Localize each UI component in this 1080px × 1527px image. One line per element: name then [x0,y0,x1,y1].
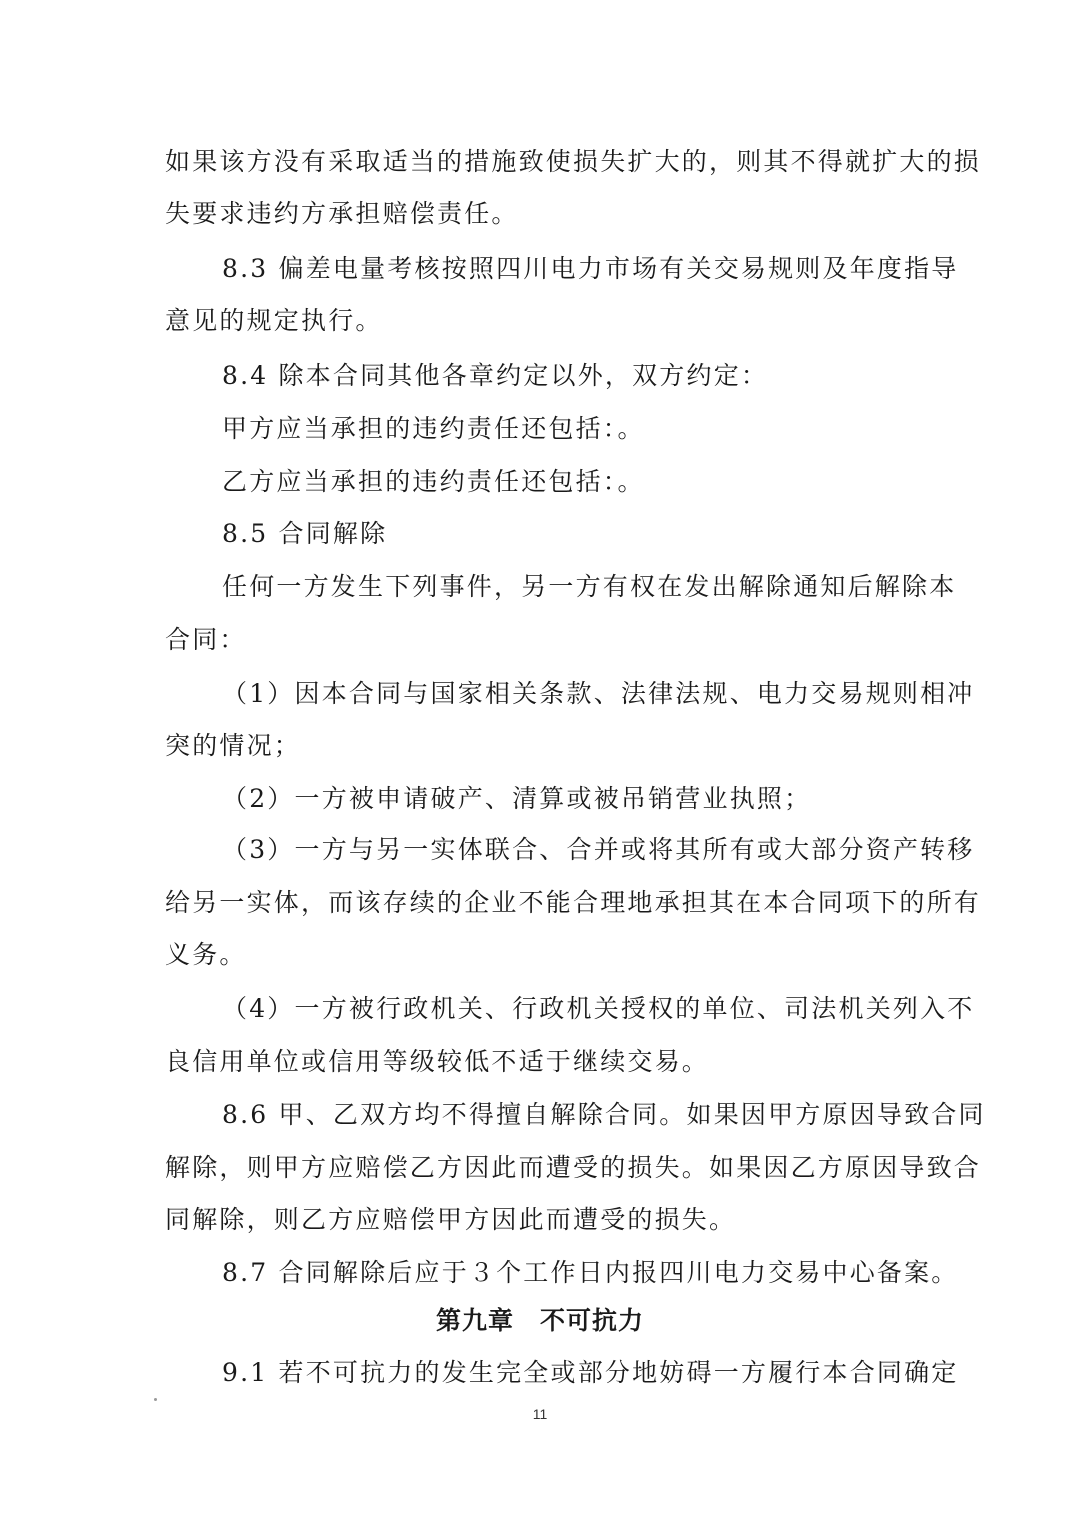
paragraph-line: 失要求违约方承担赔偿责任。 [165,199,519,228]
chapter-heading: 第九章 不可抗力 [435,1306,644,1335]
paragraph-line: 9.1 若不可抗力的发生完全或部分地妨碍一方履行本合同确定 [222,1358,959,1387]
scan-speck [154,1398,157,1401]
paragraph-line: （3）一方与另一实体联合、合并或将其所有或大部分资产转移 [222,835,975,864]
paragraph-line: 解除，则甲方应赔偿乙方因此而遭受的损失。如果因乙方原因导致合 [165,1153,982,1182]
paragraph-line: 同解除，则乙方应赔偿甲方因此而遭受的损失。 [165,1205,737,1234]
paragraph-line: 意见的规定执行。 [165,306,383,335]
paragraph-line: （2）一方被申请破产、清算或被吊销营业执照； [222,784,812,813]
paragraph-line: 8.4 除本合同其他各章约定以外，双方约定： [222,361,769,390]
paragraph-line: 甲方应当承担的违约责任还包括：。 [222,414,645,443]
paragraph-line: 合同： [165,625,247,654]
paragraph-line: 8.5 合同解除 [222,519,388,548]
paragraph-line: （1）因本合同与国家相关条款、法律法规、电力交易规则相冲 [222,679,975,708]
paragraph-line: （4）一方被行政机关、行政机关授权的单位、司法机关列入不 [222,994,975,1023]
paragraph-line: 乙方应当承担的违约责任还包括：。 [222,467,645,496]
paragraph-line: 8.6 甲、乙双方均不得擅自解除合同。如果因甲方原因导致合同 [222,1100,986,1129]
paragraph-line: 8.3 偏差电量考核按照四川电力市场有关交易规则及年度指导 [222,254,959,283]
paragraph-line: 如果该方没有采取适当的措施致使损失扩大的，则其不得就扩大的损 [165,147,982,176]
paragraph-line: 良信用单位或信用等级较低不适于继续交易。 [165,1047,710,1076]
paragraph-line: 给另一实体，而该存续的企业不能合理地承担其在本合同项下的所有 [165,888,982,917]
paragraph-line: 突的情况； [165,731,302,760]
page-number: 11 [532,1406,548,1422]
paragraph-line: 任何一方发生下列事件，另一方有权在发出解除通知后解除本 [222,572,957,601]
paragraph-line: 8.7 合同解除后应于３个工作日内报四川电力交易中心备案。 [222,1258,959,1287]
paragraph-line: 义务。 [165,940,247,969]
